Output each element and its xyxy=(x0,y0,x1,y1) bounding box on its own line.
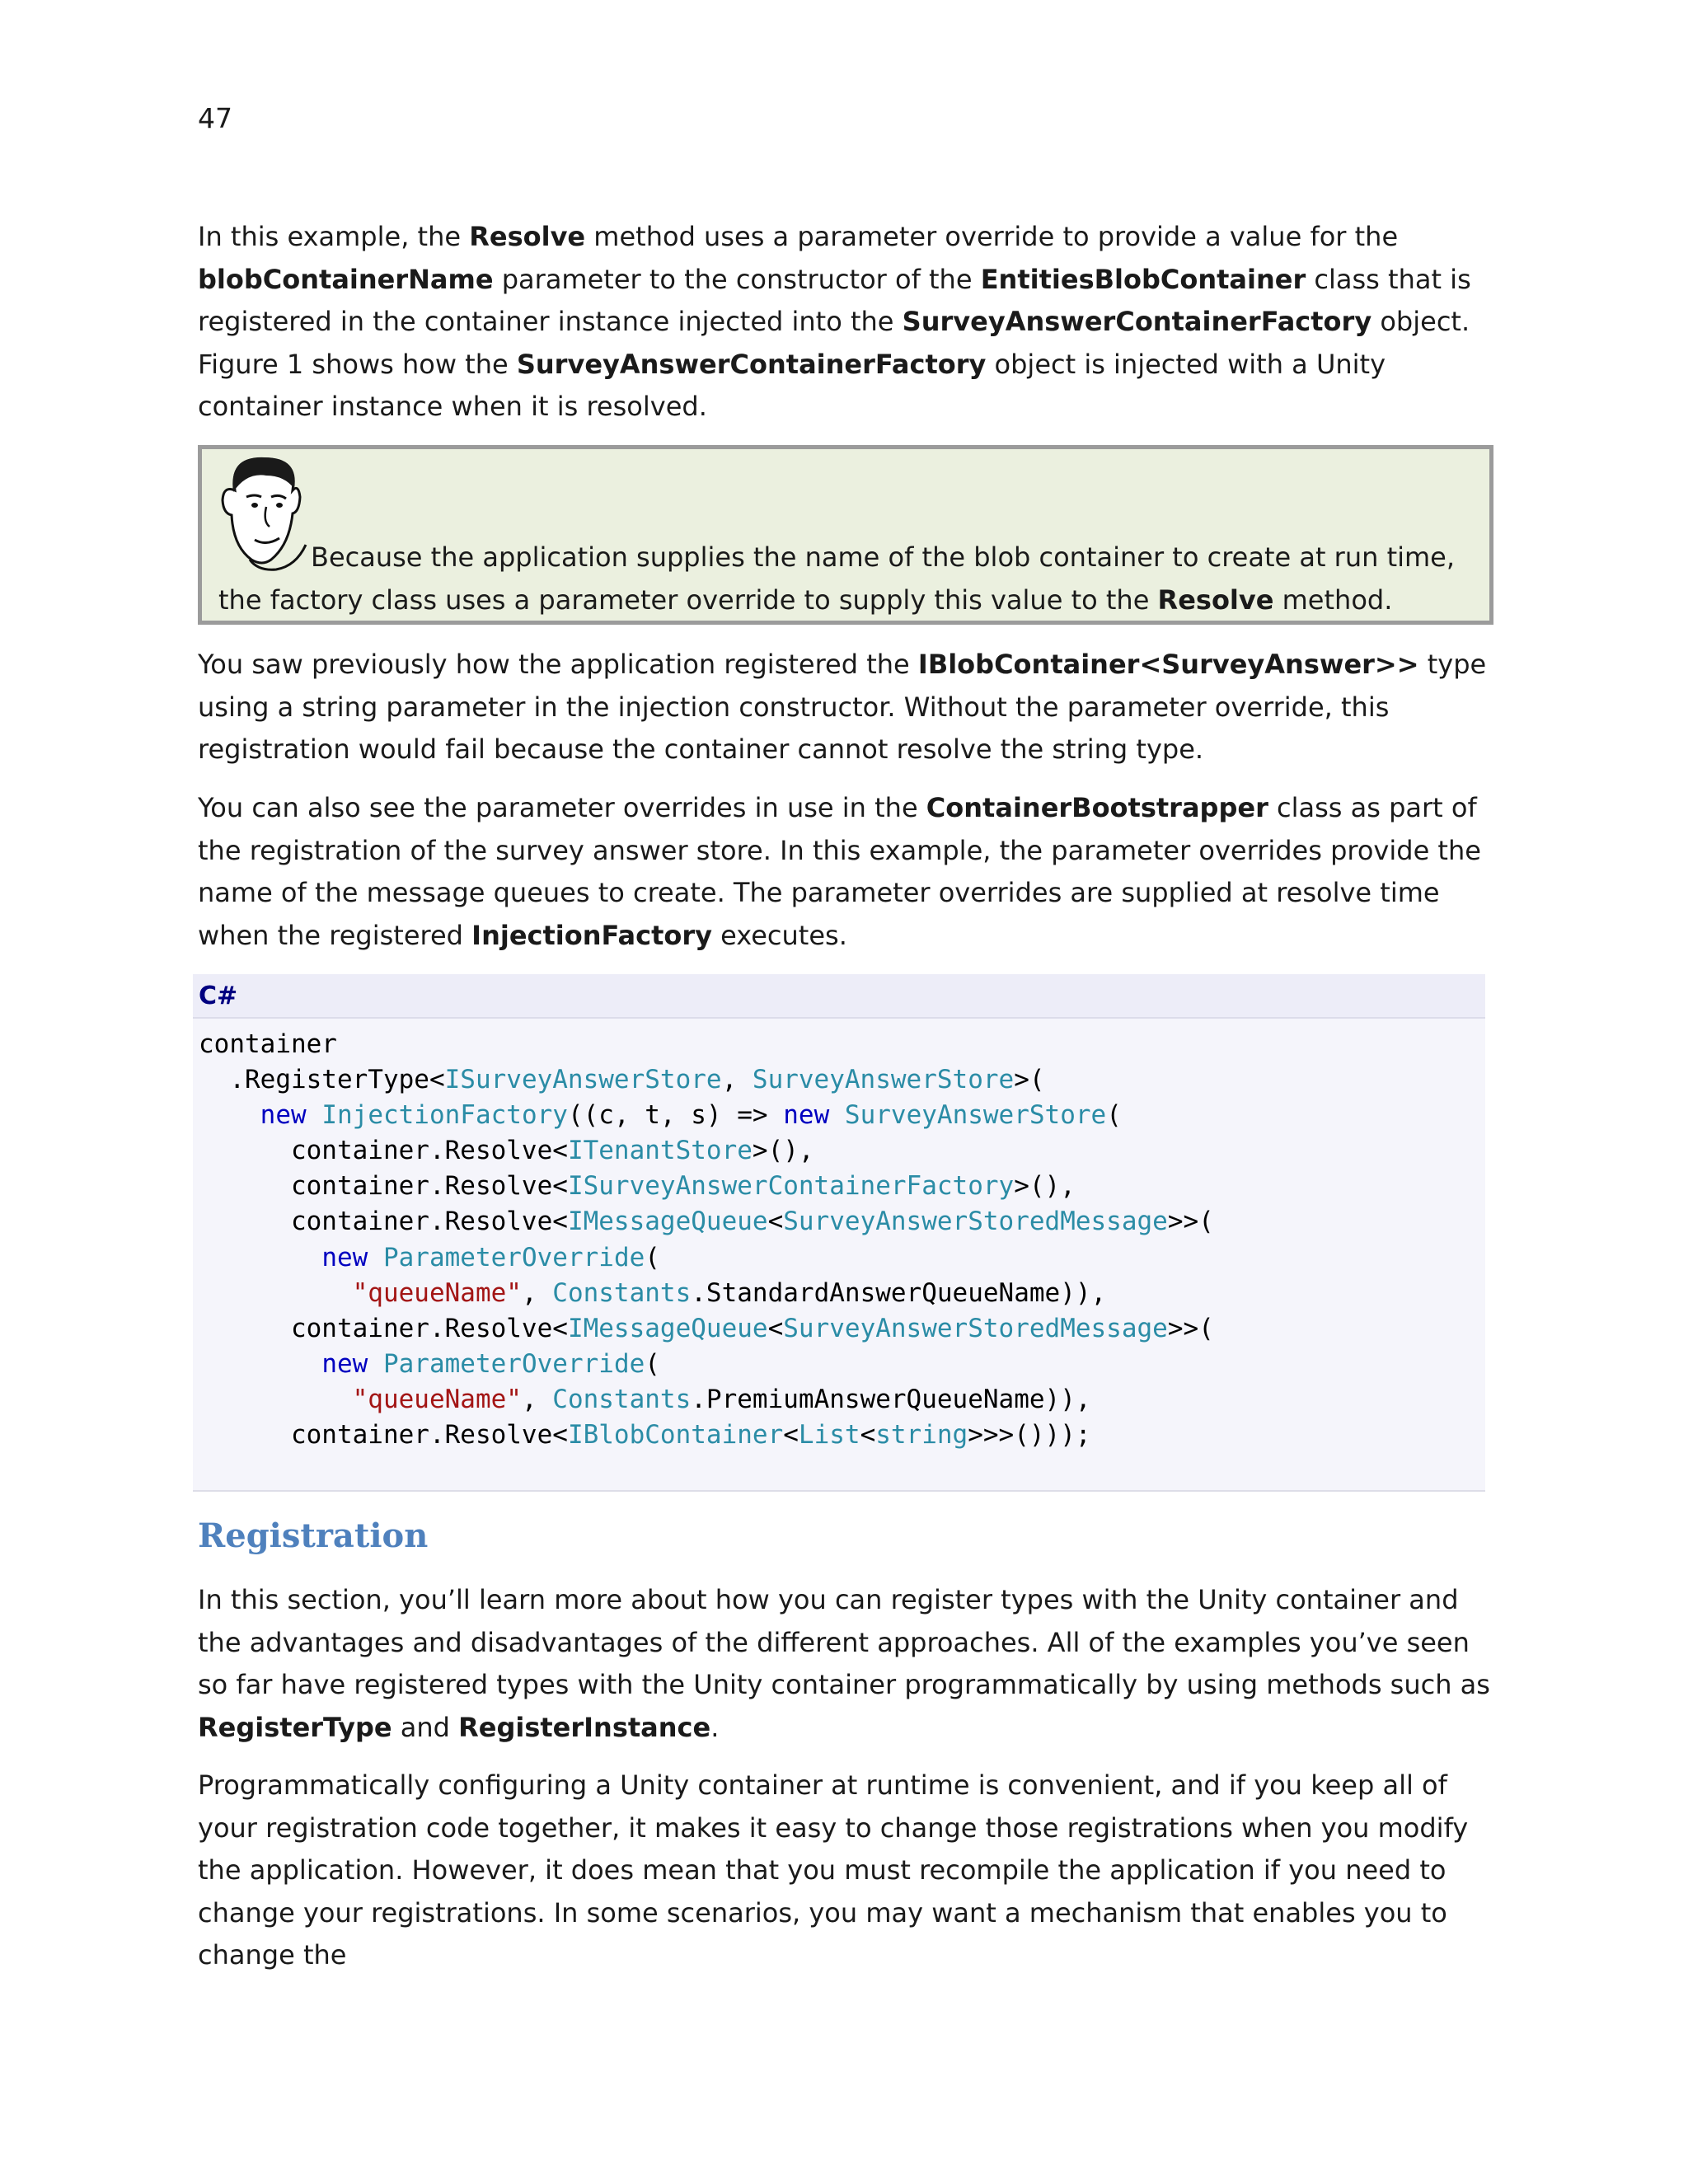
code-token: ((c, t, s) => xyxy=(567,1100,784,1131)
bold-term: SurveyAnswerContainerFactory xyxy=(902,306,1372,337)
code-token-string: "queueName" xyxy=(352,1384,522,1414)
code-token-type: SurveyAnswerStoredMessage xyxy=(783,1313,1168,1343)
code-token-type: IBlobContainer xyxy=(567,1420,784,1451)
code-token: container.Resolve< xyxy=(199,1136,568,1166)
code-token-keyword: new xyxy=(783,1100,830,1131)
code-token: container.Resolve< xyxy=(199,1420,568,1451)
code-token-type: List xyxy=(798,1420,860,1451)
code-token: >(), xyxy=(1014,1171,1076,1202)
code-line xyxy=(199,1098,1214,1133)
code-token xyxy=(829,1100,845,1130)
code-token-type: Constants xyxy=(552,1384,692,1414)
code-line xyxy=(199,1418,1214,1453)
bold-term: InjectionFactory xyxy=(471,919,712,951)
text-run: and xyxy=(392,1711,459,1743)
paragraph-previous-registration xyxy=(198,644,1500,771)
text-run: In this section, you’ll learn more about how you can register types with the Unity container and the advantages and disadvantages of the different approaches. All of the examples you’ve seen so far have registered types with the Unity container programmatically by using methods such as xyxy=(198,1584,1490,1700)
code-token: , xyxy=(521,1384,553,1414)
code-token: container.Resolve< xyxy=(199,1207,568,1237)
code-line xyxy=(199,1240,1214,1276)
bold-term: SurveyAnswerContainerFactory xyxy=(516,348,987,380)
code-token-type: ParameterOverride xyxy=(382,1242,645,1272)
bold-term: blobContainerName xyxy=(198,263,494,295)
code-token-type: ISurveyAnswerStore xyxy=(444,1065,722,1095)
code-token-type: ParameterOverride xyxy=(382,1348,645,1379)
page-number: 47 xyxy=(198,102,232,134)
code-token-type: ITenantStore xyxy=(567,1136,753,1166)
code-token-keyword: new xyxy=(321,1348,368,1379)
code-token-keyword: new xyxy=(260,1100,307,1131)
paragraph-resolve-override xyxy=(198,216,1500,429)
code-token: .StandardAnswerQueueName)), xyxy=(691,1277,1107,1308)
paragraph-programmatic-config xyxy=(198,1765,1500,1977)
text-run: type using a string parameter in the injection constructor. Without the parameter override, this registration would fail because the container cannot resolve the string type. xyxy=(198,649,1487,765)
section-heading: Registration xyxy=(198,1516,429,1555)
code-token xyxy=(199,1349,321,1379)
text-run: parameter to the constructor of the xyxy=(493,263,981,295)
text-run: You saw previously how the application registered the xyxy=(198,649,918,680)
text-run: class as part of the registration of the survey answer store. In this example, the parameter overrides provide the name of the message queues to create. The parameter overrides are supplied at resolve time when the registered xyxy=(198,792,1481,951)
code-token: ( xyxy=(645,1348,660,1379)
code-token xyxy=(199,1278,353,1308)
code-line xyxy=(199,1382,1214,1418)
text-run: Because the application supplies the name of the blob container to create at run time, the factory class uses a parameter override to supply this value to the xyxy=(218,541,1456,616)
text-run: method uses a parameter override to provide a value for the xyxy=(585,221,1399,252)
code-line xyxy=(199,1169,1214,1204)
code-token-keyword: new xyxy=(321,1242,368,1272)
text-run: You can also see the parameter overrides in use in the xyxy=(198,792,926,823)
code-token: < xyxy=(783,1420,799,1451)
text-run: executes. xyxy=(711,919,847,951)
code-line xyxy=(199,1204,1214,1240)
code-language-label: C# xyxy=(193,974,1485,1019)
code-token: < xyxy=(860,1420,876,1451)
code-token: , xyxy=(521,1277,553,1308)
bold-term: IBlobContainer<SurveyAnswer>> xyxy=(917,649,1419,680)
code-token-type: IMessageQueue xyxy=(567,1313,768,1343)
note-callout xyxy=(198,445,1493,625)
text-run: . xyxy=(710,1711,720,1743)
code-lines xyxy=(199,1027,1214,1453)
code-token: container.Resolve< xyxy=(199,1171,568,1202)
code-token: >>( xyxy=(1167,1207,1214,1237)
code-token: container xyxy=(199,1029,337,1059)
code-line xyxy=(199,1027,1214,1062)
code-token: < xyxy=(767,1313,784,1343)
text-run: Programmatically configuring a Unity container at runtime is convenient, and if you keep all of your registration code together, it makes it easy to change those registrations when you modify the application. However, it does mean that you must recompile the application if you need to change your registrations. In some scenarios, you may want a mechanism that enables you to change the xyxy=(198,1769,1469,1971)
text-run: method. xyxy=(1273,583,1393,616)
code-token xyxy=(199,1385,353,1414)
paragraph-container-bootstrapper xyxy=(198,787,1500,957)
bold-term: EntitiesBlobContainer xyxy=(980,263,1306,295)
note-text xyxy=(218,537,1479,621)
code-token: >( xyxy=(1014,1065,1045,1095)
code-token: container.Resolve< xyxy=(199,1313,568,1343)
code-line xyxy=(199,1347,1214,1382)
code-token: < xyxy=(767,1207,784,1237)
code-token-type: IMessageQueue xyxy=(567,1207,768,1237)
bold-term: RegisterInstance xyxy=(458,1711,711,1743)
code-token: >>>())); xyxy=(968,1420,1091,1451)
code-token xyxy=(307,1100,322,1130)
bold-term: RegisterType xyxy=(198,1711,392,1743)
text-run: class that is registered in the container instance injected into the xyxy=(198,263,1471,337)
code-token: >(), xyxy=(752,1136,814,1166)
code-token-type: InjectionFactory xyxy=(321,1100,568,1131)
code-token-type: SurveyAnswerStoredMessage xyxy=(783,1207,1168,1237)
text-run: object is injected with a Unity container instance when it is resolved. xyxy=(198,348,1386,422)
code-token-type: ISurveyAnswerContainerFactory xyxy=(567,1171,1015,1202)
code-token: , xyxy=(721,1065,753,1095)
code-token: .RegisterType< xyxy=(199,1065,445,1095)
code-token: ( xyxy=(1106,1100,1122,1131)
bold-term: Resolve xyxy=(1157,583,1274,616)
code-token-type: string xyxy=(875,1420,968,1451)
code-token-type: Constants xyxy=(552,1277,692,1308)
code-line xyxy=(199,1311,1214,1347)
code-token xyxy=(199,1100,260,1130)
code-line xyxy=(199,1133,1214,1169)
code-block xyxy=(193,974,1485,1492)
code-token: ( xyxy=(645,1242,660,1272)
code-line xyxy=(199,1276,1214,1311)
bold-term: Resolve xyxy=(469,221,586,252)
code-token-type: SurveyAnswerStore xyxy=(844,1100,1107,1131)
text-run: In this example, the xyxy=(198,221,470,252)
code-token xyxy=(368,1349,383,1379)
code-token-string: "queueName" xyxy=(352,1277,522,1308)
code-line xyxy=(199,1062,1214,1098)
code-token: .PremiumAnswerQueueName)), xyxy=(691,1384,1091,1414)
text-run: object. Figure 1 shows how the xyxy=(198,306,1470,380)
bold-term: ContainerBootstrapper xyxy=(926,792,1268,823)
code-token-type: SurveyAnswerStore xyxy=(752,1065,1015,1095)
paragraph-registration-intro xyxy=(198,1579,1500,1749)
code-token: >>( xyxy=(1167,1313,1214,1343)
code-token xyxy=(368,1243,383,1272)
code-token xyxy=(199,1243,321,1272)
